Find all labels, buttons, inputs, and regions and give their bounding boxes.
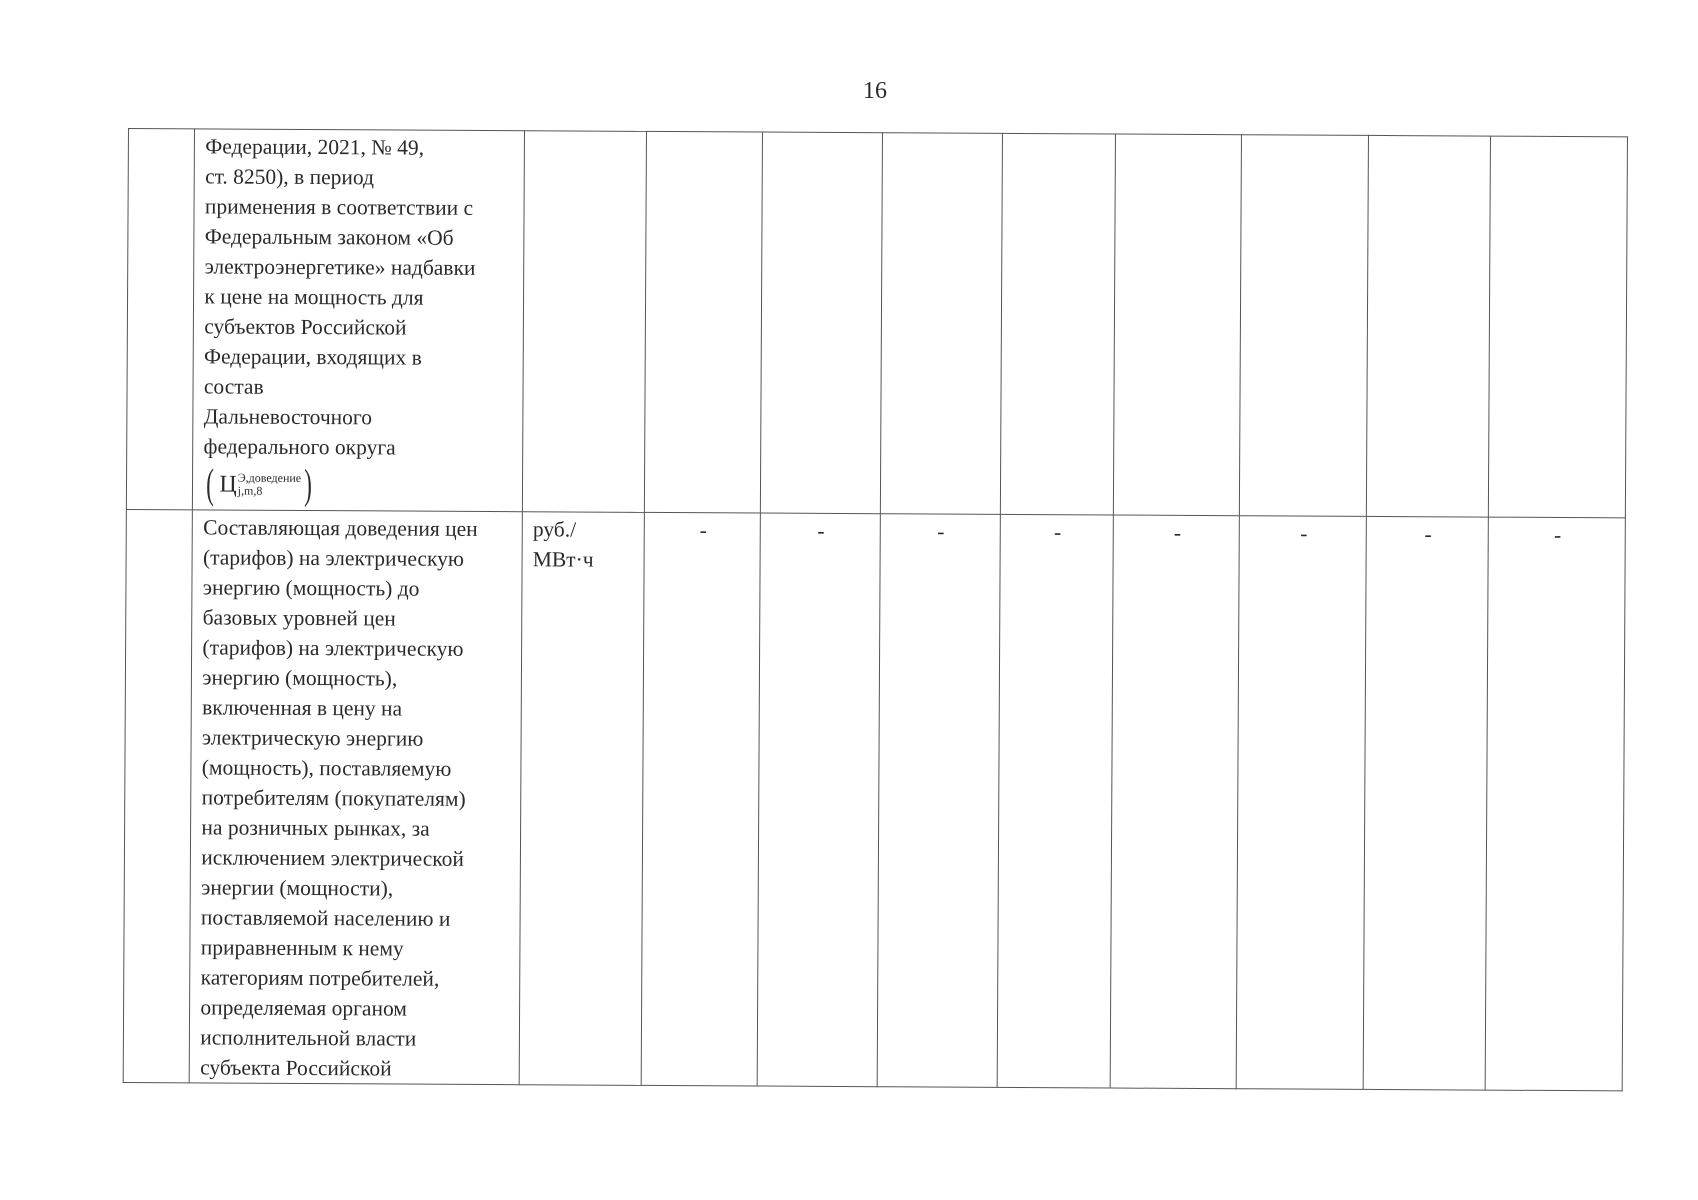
tariff-table <box>123 128 1628 1091</box>
unit-cell: руб./ МВт·ч <box>519 512 644 1086</box>
value-cell: - <box>1363 516 1488 1090</box>
value-cell: - <box>757 513 880 1087</box>
value-cell <box>1000 133 1116 515</box>
formula <box>203 461 315 509</box>
unit-cell <box>523 131 647 513</box>
value-cell: - <box>1237 516 1367 1090</box>
value-cell: - <box>641 512 760 1086</box>
formula-base: Ц <box>219 471 237 498</box>
row-number-cell <box>126 129 195 510</box>
close-paren: ) <box>304 461 313 509</box>
value-cell <box>1113 134 1241 516</box>
value-cell <box>645 131 763 513</box>
value-cell: - <box>997 514 1114 1088</box>
value-cell <box>760 132 882 514</box>
open-paren: ( <box>206 461 215 508</box>
table-row <box>126 129 1627 518</box>
value-cell <box>880 133 1002 515</box>
formula-superscript: Э,доведение <box>237 470 302 485</box>
value-cell: - <box>1110 515 1240 1089</box>
value-cell <box>1488 136 1627 518</box>
description-cell <box>190 510 523 1085</box>
value-cell: - <box>877 514 1000 1088</box>
value-cell <box>1240 135 1368 517</box>
description-cell <box>193 129 525 512</box>
page-number: 16 <box>863 78 887 104</box>
table-row <box>123 509 1625 1090</box>
value-cell <box>1366 135 1490 517</box>
row-number-cell <box>123 509 193 1082</box>
description-text: Составляющая доведения цен (тарифов) на электрическую энергию (мощность) до базовых уровней цен (тарифов) на электрическую энергию (мощность), включенная в цену на электрическую энергию (мощность), поставляемую потребителям (покупателям) на розничных рынках, за исключением электрической энергии (мощности), поставляемой населению и приравненным к нему категориям потребителей, определяемая органом исполнительной власти субъекта Российской <box>200 515 478 1081</box>
formula-subscript: j,m,8 <box>237 483 263 498</box>
formula-scripts <box>238 472 302 498</box>
description-text: Федерации, 2021, № 49, ст. 8250), в период применения в соответствии с Федеральным законом «Об электроэнергетике» надбавки к цене на мощность для субъектов Российской Федерации, входящих в состав Дальневосточного федерального округа <box>203 134 476 460</box>
value-cell: - <box>1485 517 1625 1091</box>
